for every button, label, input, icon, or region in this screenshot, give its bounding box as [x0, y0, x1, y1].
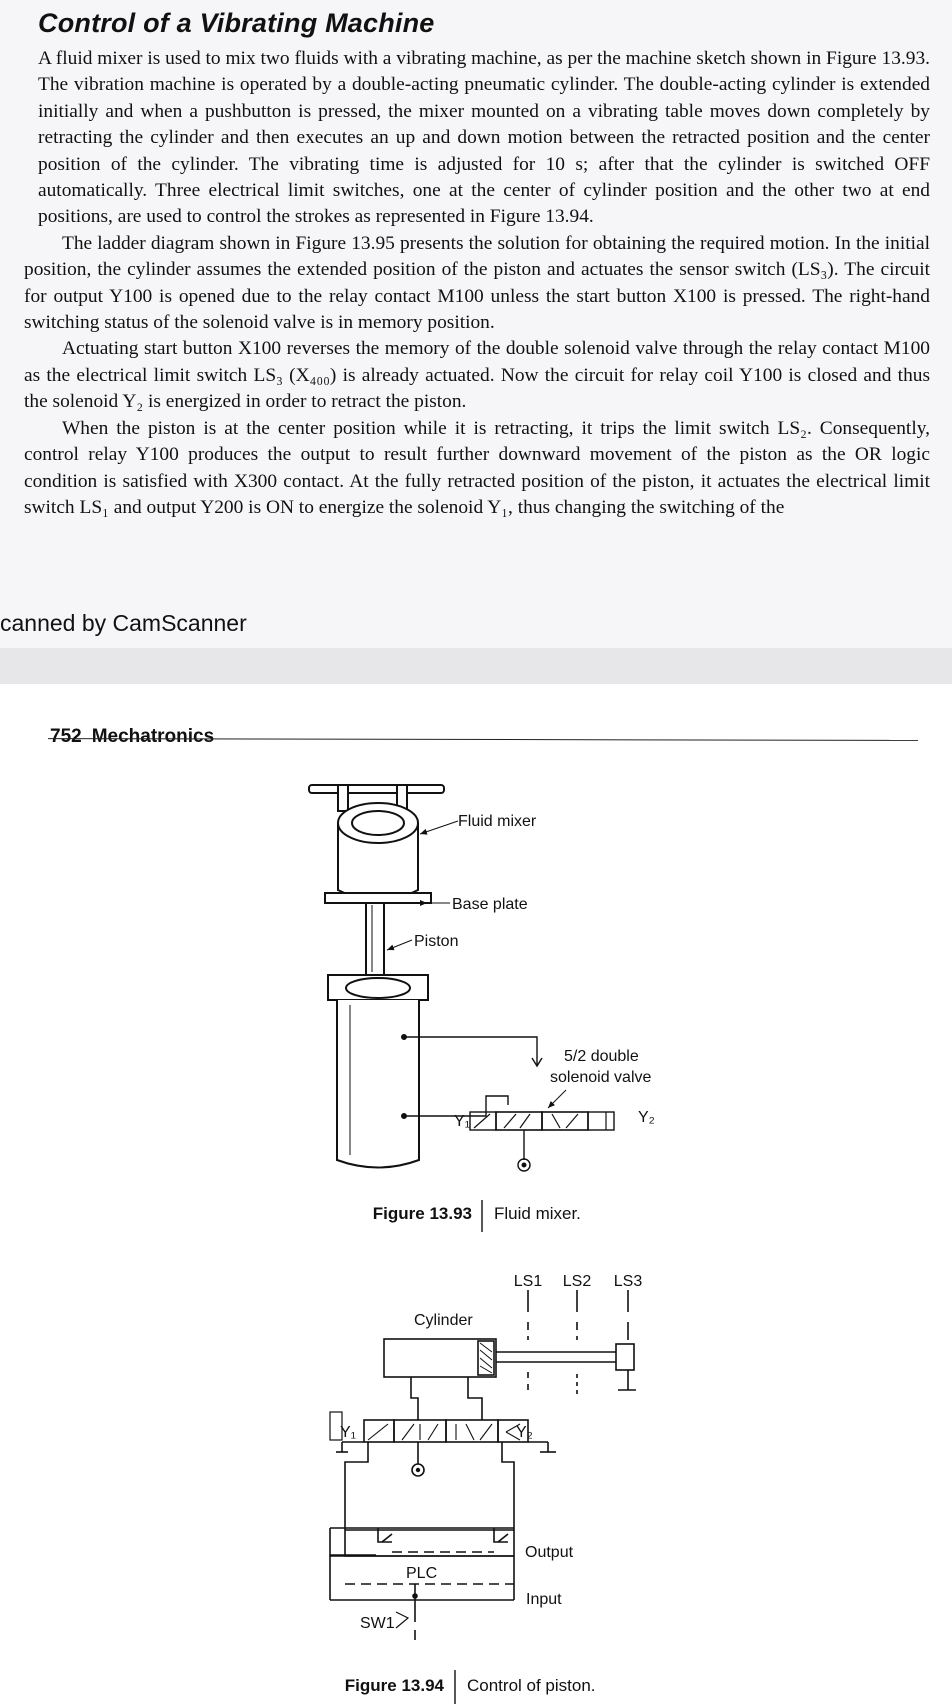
label-y1-fig94: Y₁ [340, 1424, 357, 1441]
figure-93-caption-number: Figure 13.93 [372, 1204, 472, 1223]
page-number: 752 [50, 726, 82, 747]
label-valve-line1: 5/2 double [564, 1048, 639, 1065]
paragraph-1: A fluid mixer is used to mix two fluids with a vibrating machine, as per the machine sketch shown in Figure 13.93. The vibration machine is operated by a double-acting pneumatic cylinder. The double-acting cylinder is extended initially and when a pushbutton is pressed, the mixer mounted on a vibrating table moves down completely by retracting the cylinder and then executes an up and down motion between the retracted position and the center position of the cylinder. The vibrating time is adjusted for 10 s; after that the cylinder is switched OFF automatically. Three electrical limit switches, one at the center of cylinder position and the other two at end positions, are used to control the strokes as represented in Figure 13.94. [38, 48, 930, 228]
label-sw1: SW1 [360, 1615, 395, 1632]
running-title: Mechatronics [91, 726, 215, 747]
figure-94-drawing [330, 1290, 636, 1640]
label-ls2: LS2 [562, 1273, 592, 1290]
label-y1-fig93: Y₁ [454, 1113, 471, 1130]
figure-94-caption-text: Control of piston. [467, 1676, 596, 1695]
scanner-watermark: canned by CamScanner [0, 610, 247, 636]
label-cylinder: Cylinder [414, 1312, 473, 1329]
label-y2-fig93: Y₂ [638, 1109, 655, 1126]
label-valve-line2: solenoid valve [550, 1069, 652, 1086]
figure-94-caption-number: Figure 13.94 [344, 1676, 444, 1695]
label-output: Output [525, 1544, 574, 1561]
label-y2-fig94: Y₂ [516, 1424, 533, 1441]
label-piston: Piston [414, 933, 459, 950]
label-fluid-mixer: Fluid mixer [458, 813, 537, 830]
section-heading: Control of a Vibrating Machine [38, 8, 435, 38]
paragraph-2: The ladder diagram shown in Figure 13.95 presents the solution for obtaining the required motion. In the initial position, the cylinder assumes the extended position of the piston and actuates the sensor switch (LS₃). The circuit for output Y100 is opened due to the relay contact M100 unless the start button X100 is pressed. The right-hand switching status of the solenoid valve is in memory position. [24, 232, 930, 334]
label-ls3: LS3 [613, 1273, 643, 1290]
label-plc: PLC [406, 1565, 438, 1582]
label-base-plate: Base plate [452, 896, 528, 913]
label-input: Input [526, 1591, 562, 1608]
paragraph-4: When the piston is at the center position while it is retracting, it trips the limit switch LS₂. Consequently, control relay Y100 produces the output to result further downward movement of the piston as the OR logic condition is satisfied with X300 contact. At the fully retracted position of the piston, it actuates the electrical limit switch LS₁ and output Y200 is ON to energize the solenoid Y₁, thus changing the switching of the [24, 417, 930, 518]
figure-93-caption-text: Fluid mixer. [494, 1204, 581, 1223]
label-ls1: LS1 [513, 1273, 543, 1290]
paragraph-3: Actuating start button X100 reverses the memory of the double solenoid valve through the relay contact M100 as the electrical limit switch LS₃ (X₄₀₀) is already actuated. Now the circuit for relay coil Y100 is closed and thus the solenoid Y₂ is energized in order to retract the piston. [24, 338, 930, 413]
